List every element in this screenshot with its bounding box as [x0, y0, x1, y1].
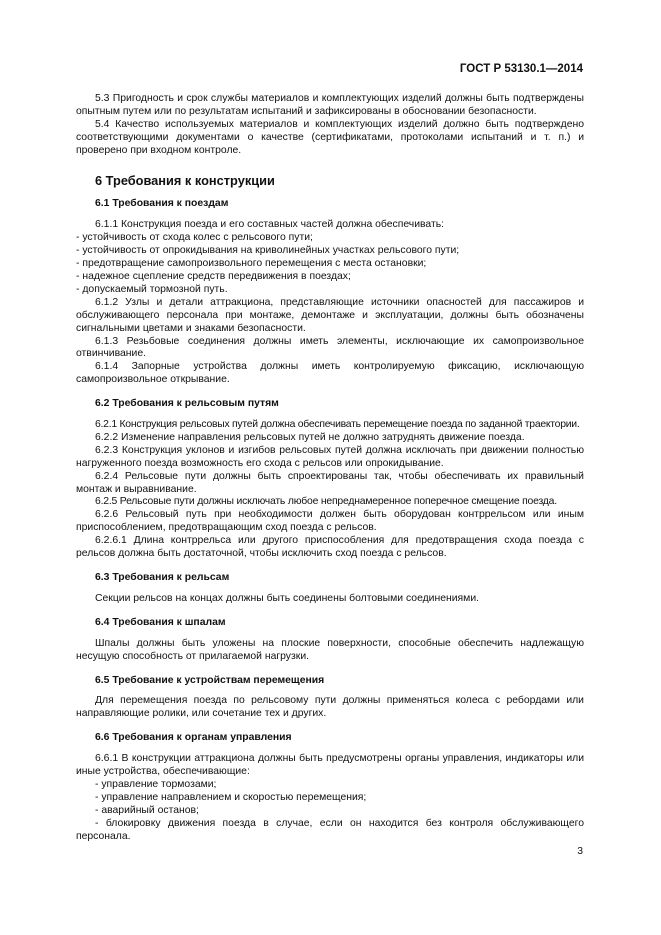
- list-item: - надежное сцепление средств передвижения в поездах;: [76, 270, 351, 282]
- list-item: - устойчивость от схода колес с рельсового пути;: [76, 232, 313, 244]
- list-item: - управление тормозами;: [95, 778, 217, 790]
- paragraph-6-2-6: 6.2.6 Рельсовый путь при необходимости должен быть оборудован контррельсом или иным приспособлением, предотвращающим сход поезда с рельсов.: [76, 509, 584, 534]
- list-item: - управление направлением и скоростью перемещения;: [95, 791, 367, 803]
- section-6-title: 6 Требования к конструкции: [95, 172, 275, 188]
- section-6-3-title: 6.3 Требования к рельсам: [95, 572, 230, 583]
- paragraph-6-2-4: 6.2.4 Рельсовые пути должны быть спроектированы так, чтобы обеспечивать их правильный монтаж и выравнивание.: [76, 470, 584, 495]
- list-item: - допускаемый тормозной путь.: [76, 283, 228, 295]
- page-content: [76, 93, 584, 844]
- list-item: - аварийный останов;: [95, 804, 199, 816]
- paragraph-6-1-3: 6.1.3 Резьбовые соединения должны иметь элементы, исключающие их самопроизвольное отвинчивание.: [76, 335, 584, 360]
- paragraph-6-6-1: 6.6.1 В конструкции аттракциона должны быть предусмотрены органы управления, индикаторы или иные устройства, обеспечивающие:: [76, 753, 584, 778]
- section-6-6-title: 6.6 Требования к органам управления: [95, 732, 292, 744]
- paragraph-6-2-5: 6.2.5 Рельсовые пути должны исключать любое непреднамеренное поперечное смещение поезда.: [95, 496, 557, 508]
- page-number: 3: [577, 846, 583, 857]
- paragraph-5-3: 5.3 Пригодность и срок службы материалов и комплектующих изделий должны быть подтверждены опытным путем или по результатам испытаний и зафиксированы в обосновании безопасности.: [76, 93, 584, 117]
- paragraph-6-2-2: 6.2.2 Изменение направления рельсовых путей не должно затруднять движение поезда.: [95, 431, 525, 443]
- paragraph-6-2-6-1: 6.2.6.1 Длина контррельса или другого приспособления для предотвращения схода поезда с рельсов должна быть достаточной, чтобы исключить сход поезда с рельсов.: [76, 535, 584, 560]
- section-6-1-title: 6.1 Требования к поездам: [95, 198, 229, 210]
- paragraph-6-5: Для перемещения поезда по рельсовому пути должны применяться колеса с ребордами или направляющие ролики, или сочетание тех и других.: [76, 695, 584, 720]
- paragraph-6-1-2: 6.1.2 Узлы и детали аттракциона, представляющие источники опасностей для пассажиров и обслуживающего персонала при монтаже, демонтаже и эксплуатации, должны быть обозначены сигнальными цветами и знаками безопасности.: [76, 296, 584, 334]
- section-6-4-title: 6.4 Требования к шпалам: [95, 616, 226, 628]
- list-item: - блокировку движения поезда в случае, если он находится без контроля обслуживающего персонала.: [76, 817, 584, 842]
- section-6-2-title: 6.2 Требования к рельсовым путям: [95, 398, 279, 410]
- paragraph-6-3: Секции рельсов на концах должны быть соединены болтовыми соединениями.: [95, 592, 480, 604]
- paragraph-6-2-1: 6.2.1 Конструкция рельсовых путей должна обеспечивать перемещение поезда по заданной траектории.: [95, 419, 580, 431]
- paragraph-6-1-1: 6.1.1 Конструкция поезда и его составных частей должна обеспечивать:: [95, 219, 445, 231]
- document-header: ГОСТ Р 53130.1—2014: [459, 63, 583, 75]
- paragraph-5-4: 5.4 Качество используемых материалов и комплектующих изделий должно быть подтверждено соответствующими документами о качестве (сертификатами, протоколами испытаний и т. п.) и проверено при входном контроле.: [76, 118, 584, 156]
- paragraph-6-2-3: 6.2.3 Конструкция уклонов и изгибов рельсовых путей должна исключать при движении полностью нагруженного поезда возможность его схода с рельсов или опрокидывание.: [76, 444, 584, 469]
- paragraph-6-4: Шпалы должны быть уложены на плоские поверхности, способные обеспечить надлежащую несущую способность от прилагаемой нагрузки.: [76, 637, 584, 662]
- section-6-5-title: 6.5 Требование к устройствам перемещения: [95, 674, 325, 686]
- paragraph-6-1-4: 6.1.4 Запорные устройства должны иметь контролируемую фиксацию, исключающую самопроизвольное открывание.: [76, 361, 584, 386]
- list-item: - устойчивость от опрокидывания на криволинейных участках рельсового пути;: [76, 245, 460, 257]
- list-item: - предотвращение самопроизвольного перемещения с места остановки;: [76, 258, 427, 270]
